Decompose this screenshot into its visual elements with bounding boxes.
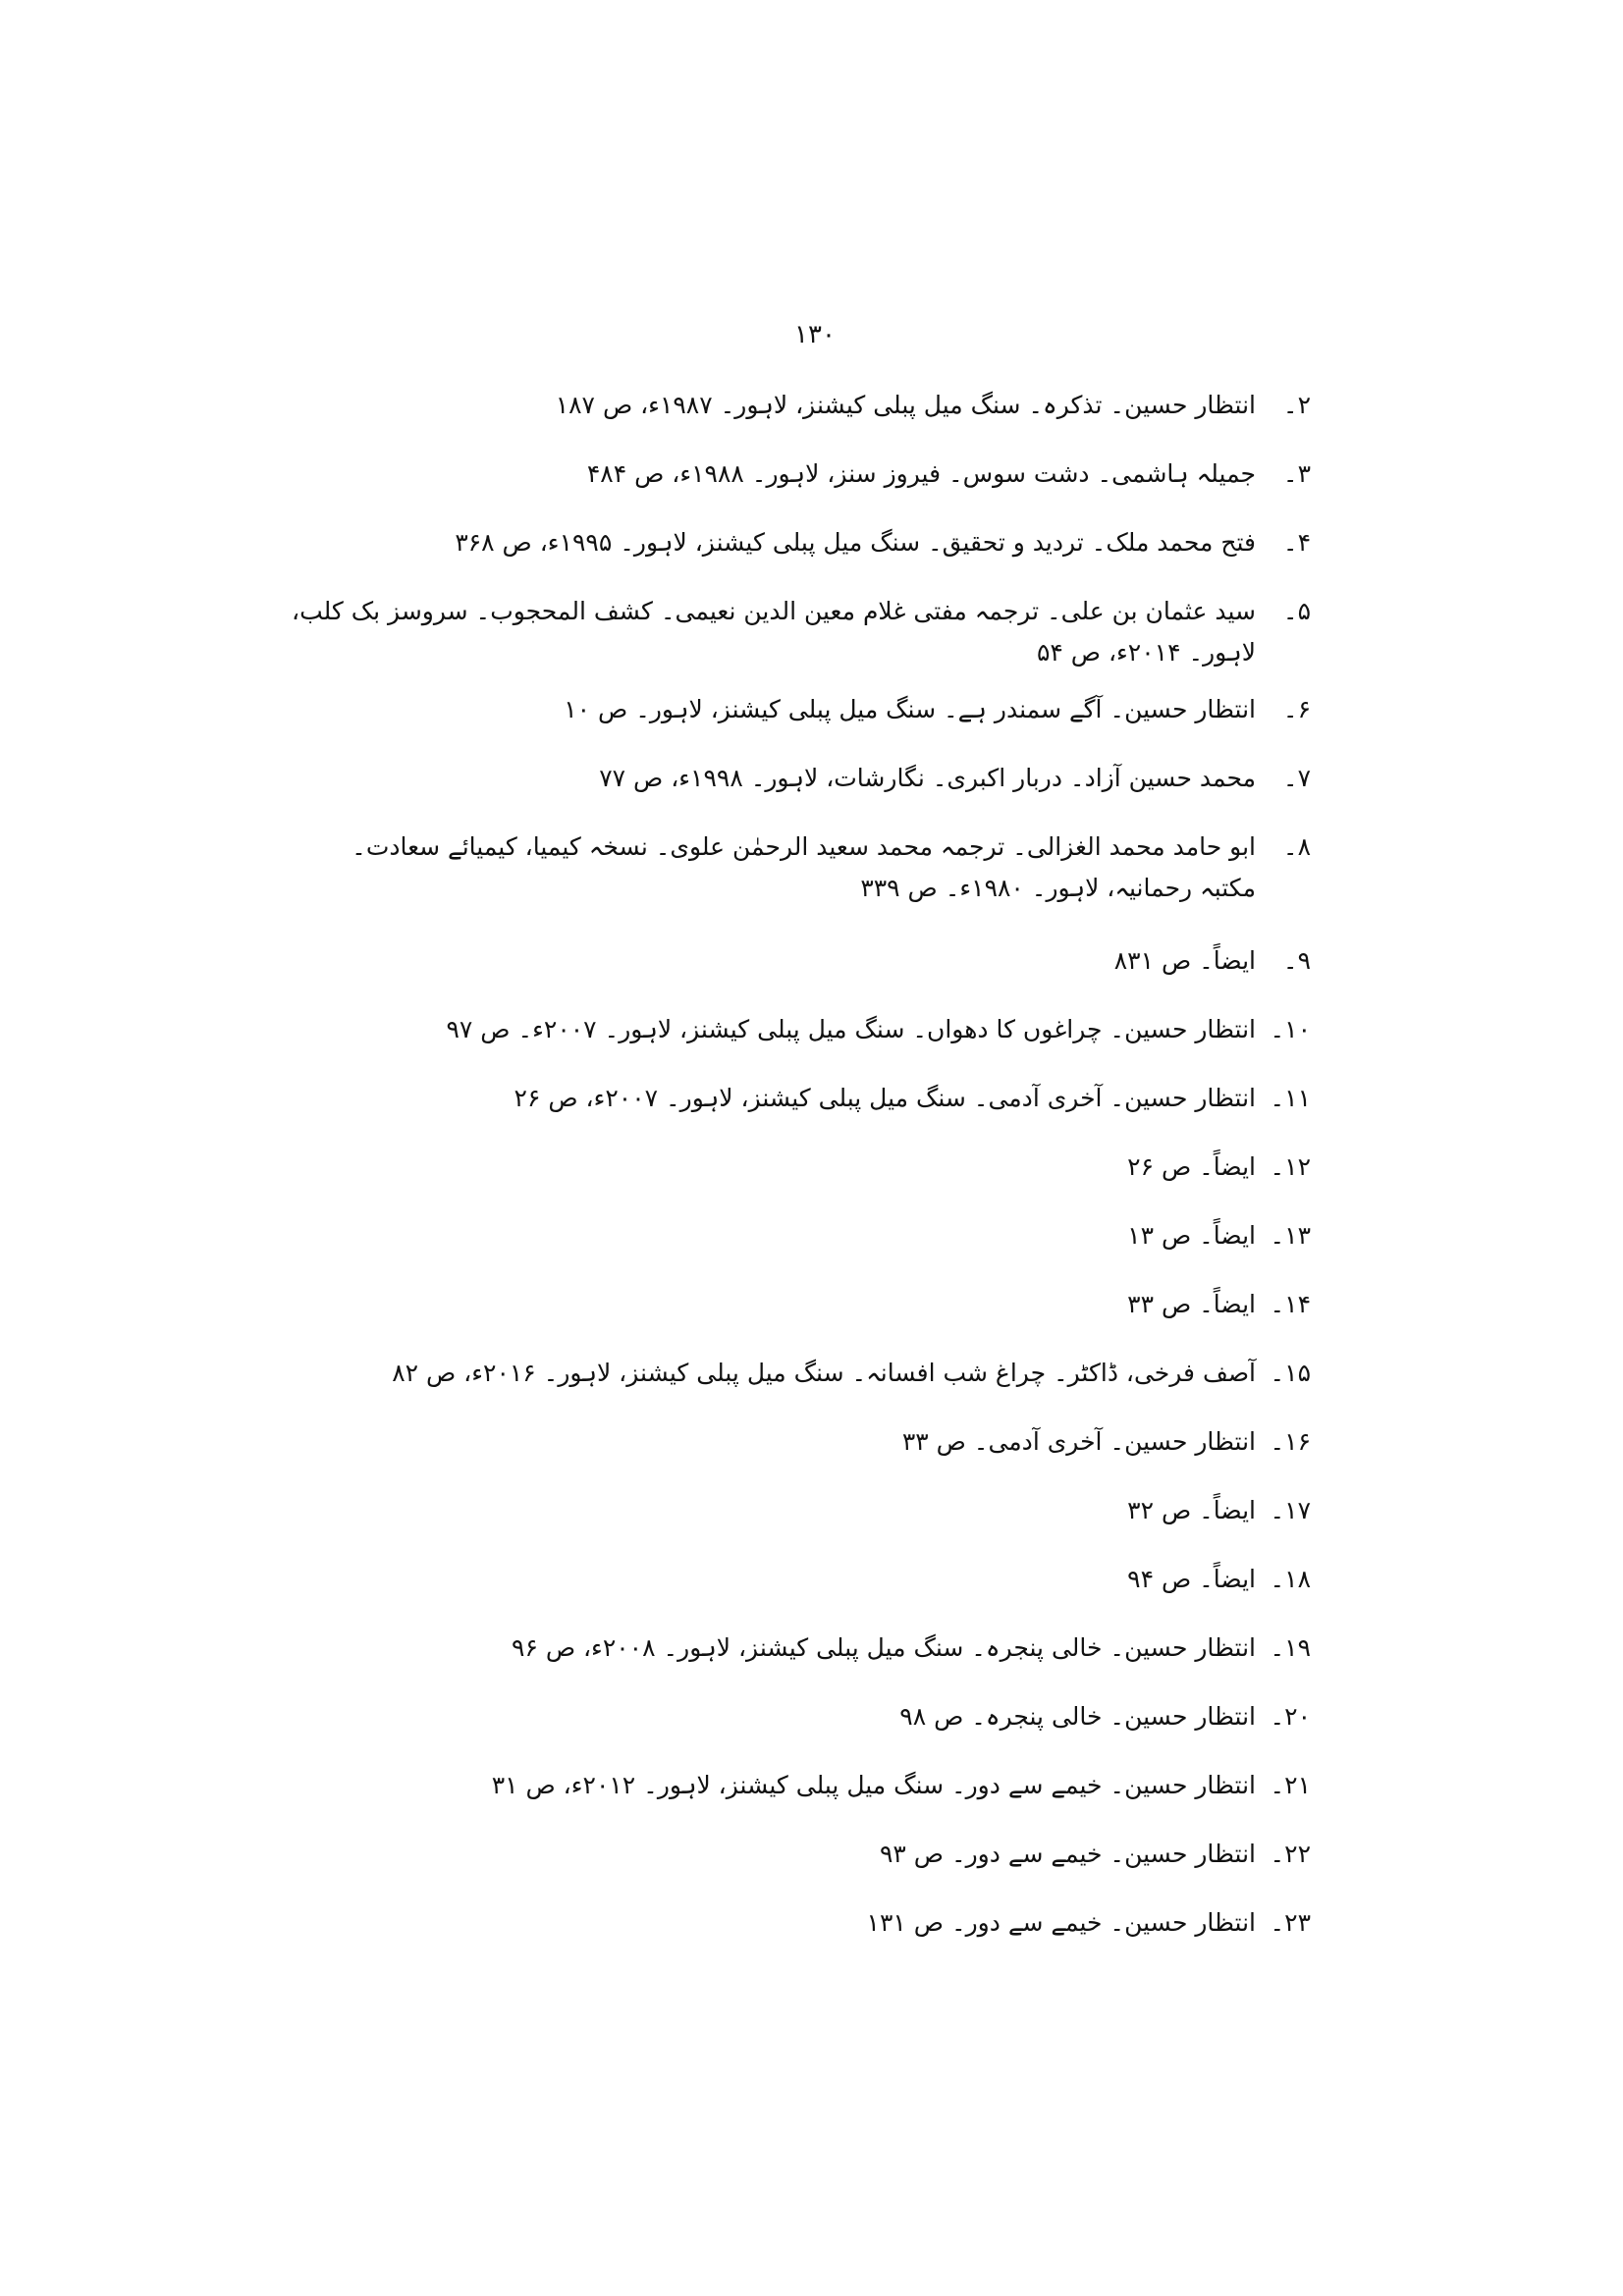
reference-number: ۲۰۔ bbox=[1270, 1702, 1311, 1731]
reference-item bbox=[290, 1696, 1311, 1749]
reference-item bbox=[290, 758, 1311, 811]
reference-number: ۱۷۔ bbox=[1270, 1496, 1311, 1524]
reference-item bbox=[290, 591, 1311, 673]
reference-number: ۲۳۔ bbox=[1270, 1908, 1311, 1937]
reference-text: ایضاً۔ ص ۱۳ bbox=[1127, 1221, 1256, 1250]
reference-number: ۱۳۔ bbox=[1270, 1221, 1311, 1250]
reference-item bbox=[290, 1009, 1311, 1062]
reference-number: ۱۹۔ bbox=[1270, 1633, 1311, 1662]
reference-number: ۱۲۔ bbox=[1270, 1152, 1311, 1181]
reference-number: ۱۵۔ bbox=[1270, 1359, 1311, 1387]
reference-number: ۶۔ bbox=[1282, 695, 1311, 723]
reference-text: انتظار حسین۔ خیمے سے دور۔ ص ۱۳۱ bbox=[866, 1908, 1256, 1937]
reference-text: آصف فرخی، ڈاکٹر۔ چراغ شب افسانہ۔ سنگ میل پبلی کیشنز، لاہور۔ ۲۰۱۶ء، ص ۸۲ bbox=[392, 1359, 1256, 1387]
reference-text: فتح محمد ملک۔ تردید و تحقیق۔ سنگ میل پبلی کیشنز، لاہور۔ ۱۹۹۵ء، ص ۳۶۸ bbox=[455, 528, 1256, 557]
reference-item bbox=[290, 1628, 1311, 1681]
reference-item bbox=[290, 1215, 1311, 1268]
reference-number: ۵۔ bbox=[1282, 597, 1311, 625]
reference-item bbox=[290, 522, 1311, 575]
reference-text: سید عثمان بن علی۔ ترجمہ مفتی غلام معین الدین نعیمی۔ کشف المحجوب۔ سروسز بک کلب، لاہور۔ ۲۰۱۴ء، ص ۵۴ bbox=[292, 597, 1256, 667]
reference-item bbox=[290, 1353, 1311, 1406]
reference-number: ۱۴۔ bbox=[1270, 1290, 1311, 1318]
reference-item bbox=[290, 1834, 1311, 1887]
reference-number: ۲۱۔ bbox=[1270, 1771, 1311, 1799]
reference-item bbox=[290, 1559, 1311, 1612]
reference-text: جمیلہ ہاشمی۔ دشت سوس۔ فیروز سنز، لاہور۔ ۱۹۸۸ء، ص ۴۸۴ bbox=[586, 459, 1256, 488]
reference-number: ۴۔ bbox=[1282, 528, 1311, 557]
reference-text: ایضاً۔ ص ۸۳۱ bbox=[1113, 946, 1256, 975]
reference-item bbox=[290, 1765, 1311, 1818]
reference-item bbox=[290, 1490, 1311, 1543]
reference-text: انتظار حسین۔ خیمے سے دور۔ سنگ میل پبلی کیشنز، لاہور۔ ۲۰۱۲ء، ص ۳۱ bbox=[491, 1771, 1256, 1799]
reference-text: انتظار حسین۔ آخری آدمی۔ ص ۳۳ bbox=[901, 1427, 1256, 1456]
reference-text: محمد حسین آزاد۔ دربار اکبری۔ نگارشات، لاہور۔ ۱۹۹۸ء، ص ۷۷ bbox=[599, 764, 1256, 792]
reference-text: ابو حامد محمد الغزالی۔ ترجمہ محمد سعید الرحمٰن علوی۔ نسخہ کیمیا، کیمیائے سعادت۔ مکتبہ رحمانیہ، لاہور۔ ۱۹۸۰ء۔ ص ۳۳۹ bbox=[352, 832, 1256, 902]
reference-text: ایضاً۔ ص ۳۲ bbox=[1127, 1496, 1256, 1524]
reference-number: ۲۲۔ bbox=[1270, 1840, 1311, 1868]
reference-text: انتظار حسین۔ تذکرہ۔ سنگ میل پبلی کیشنز، لاہور۔ ۱۹۸۷ء، ص ۱۸۷ bbox=[555, 391, 1256, 419]
reference-number: ۱۰۔ bbox=[1270, 1015, 1311, 1043]
reference-item bbox=[290, 385, 1311, 438]
reference-number: ۱۶۔ bbox=[1270, 1427, 1311, 1456]
reference-item bbox=[290, 1078, 1311, 1131]
reference-item bbox=[290, 1147, 1311, 1200]
reference-item bbox=[290, 454, 1311, 507]
reference-item bbox=[290, 940, 1311, 993]
reference-text: انتظار حسین۔ آخری آدمی۔ سنگ میل پبلی کیشنز، لاہور۔ ۲۰۰۷ء، ص ۲۶ bbox=[514, 1084, 1256, 1112]
reference-text: ایضاً۔ ص ۳۳ bbox=[1127, 1290, 1256, 1318]
page-number: ۱۳۰ bbox=[794, 320, 836, 349]
reference-text: انتظار حسین۔ خیمے سے دور۔ ص ۹۳ bbox=[879, 1840, 1256, 1868]
reference-number: ۹۔ bbox=[1282, 946, 1311, 975]
reference-item bbox=[290, 827, 1311, 925]
reference-text: انتظار حسین۔ خالی پنجرہ۔ سنگ میل پبلی کیشنز، لاہور۔ ۲۰۰۸ء، ص ۹۶ bbox=[512, 1633, 1256, 1662]
reference-text: ایضاً۔ ص ۹۴ bbox=[1127, 1565, 1256, 1593]
reference-item bbox=[290, 1902, 1311, 1955]
reference-text: انتظار حسین۔ خالی پنجرہ۔ ص ۹۸ bbox=[899, 1702, 1256, 1731]
reference-number: ۲۔ bbox=[1282, 391, 1311, 419]
reference-item bbox=[290, 689, 1311, 742]
reference-number: ۱۸۔ bbox=[1270, 1565, 1311, 1593]
reference-text: انتظار حسین۔ چراغوں کا دھواں۔ سنگ میل پبلی کیشنز، لاہور۔ ۲۰۰۷ء۔ ص ۹۷ bbox=[446, 1015, 1256, 1043]
reference-number: ۳۔ bbox=[1282, 459, 1311, 488]
reference-text: انتظار حسین۔ آگے سمندر ہے۔ سنگ میل پبلی کیشنز، لاہور۔ ص ۱۰ bbox=[564, 695, 1256, 723]
reference-item bbox=[290, 1284, 1311, 1337]
reference-item bbox=[290, 1421, 1311, 1474]
reference-number: ۷۔ bbox=[1282, 764, 1311, 792]
reference-text: ایضاً۔ ص ۲۶ bbox=[1127, 1152, 1256, 1181]
references-list bbox=[290, 385, 1311, 1971]
reference-number: ۱۱۔ bbox=[1270, 1084, 1311, 1112]
reference-number: ۸۔ bbox=[1282, 832, 1311, 861]
